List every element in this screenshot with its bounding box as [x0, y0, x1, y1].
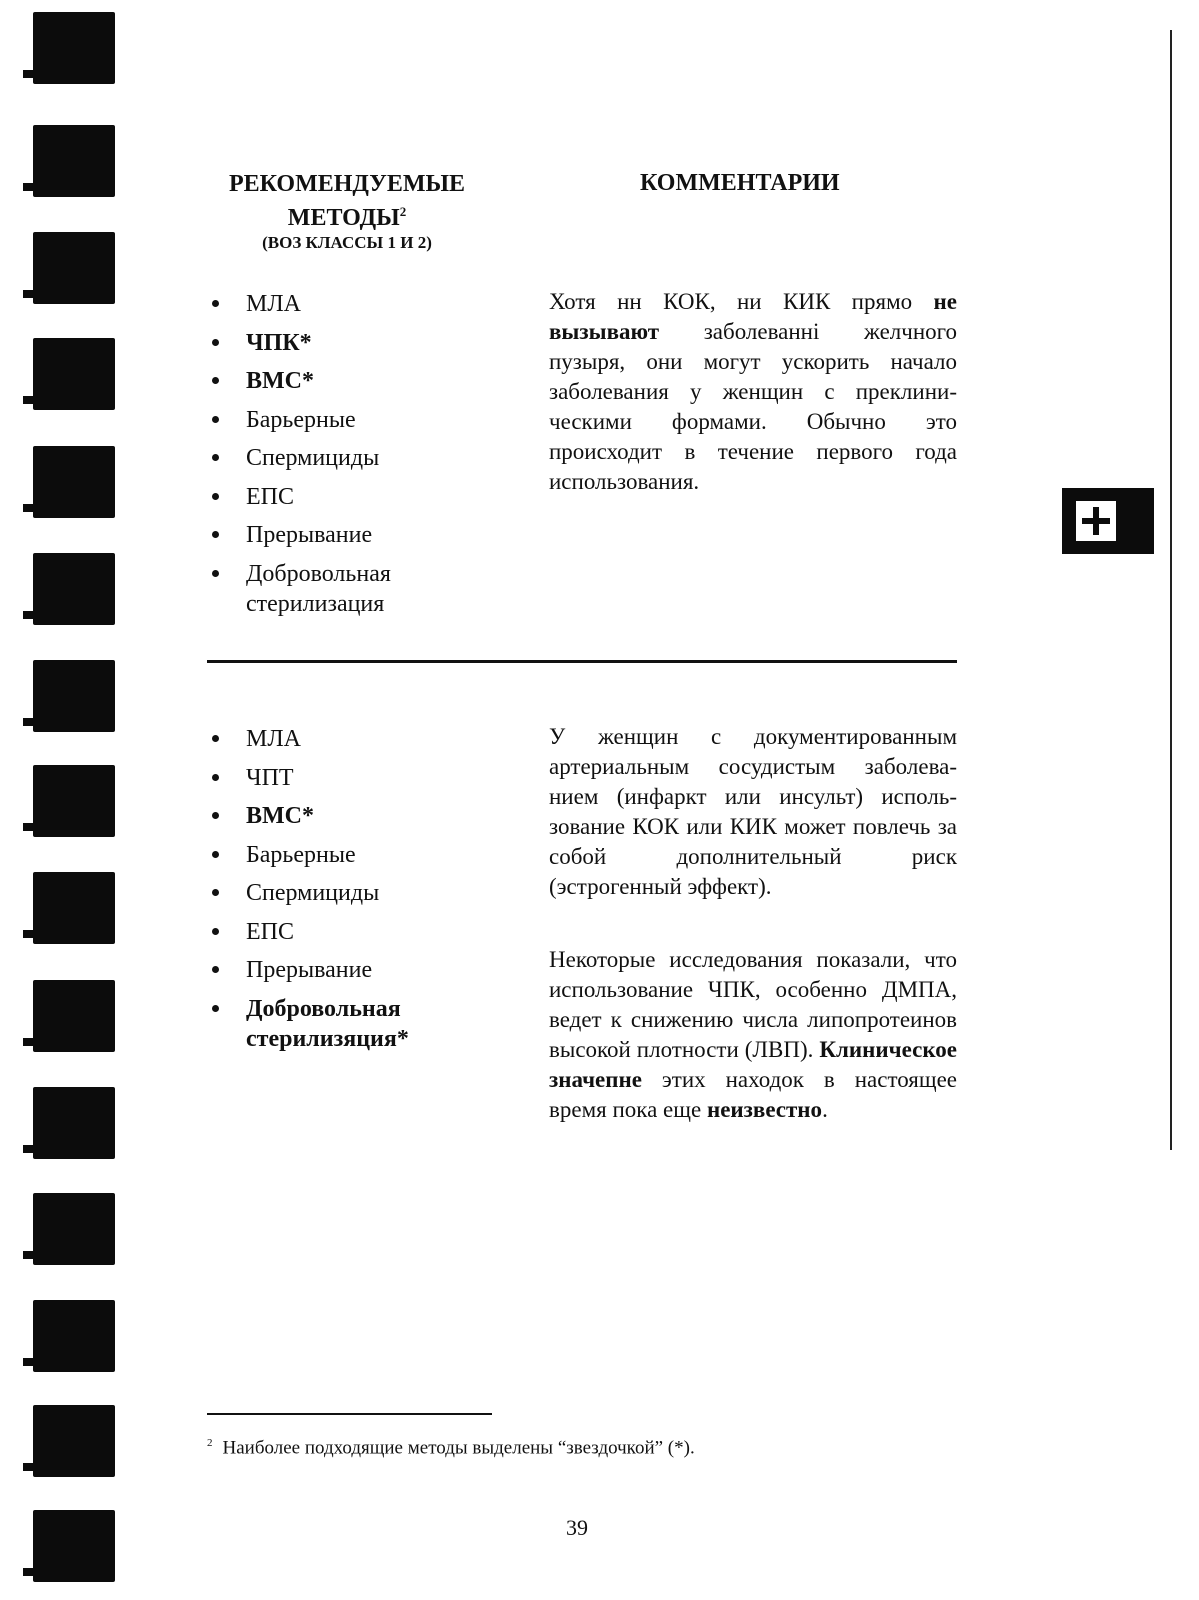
methods-heading-line1: РЕКОМЕНДУЕМЫЕ	[228, 171, 466, 197]
list-item-line: Добровольная	[246, 560, 391, 587]
comment-3	[549, 945, 957, 1125]
comment-text: заболеванні желчного пузыря, они могут ускорить начало заболевания у женщин с преклини-ческими формами. Обычно это происходит в течение первого года использования.	[549, 319, 957, 494]
list-item: МЛА	[212, 285, 512, 324]
list-item: Барьерные	[212, 836, 512, 875]
binding-ring	[33, 446, 115, 518]
binding-ring	[33, 232, 115, 304]
binding-ring	[33, 1300, 115, 1372]
page-edge-line	[1170, 30, 1172, 1150]
binding-ring	[33, 338, 115, 410]
list-item	[212, 555, 512, 620]
binding-ring	[33, 1510, 115, 1582]
binding-ring	[33, 1087, 115, 1159]
binding-ring	[33, 1405, 115, 1477]
comments-heading: КОММЕНТАРИИ	[640, 170, 840, 196]
binding-ring	[33, 660, 115, 732]
comment-text: .	[822, 1097, 828, 1122]
side-tab	[1062, 488, 1154, 554]
comment-2: У женщин с документированным артериальным сосудистым заболева-нием (инфаркт или инсульт) исполь-зование КОК или КИК может повлечь за собой дополнительный риск (эстрогенный эффект).	[549, 724, 957, 899]
binding-ring	[33, 125, 115, 197]
comment-emphasis: Клиническое значепне	[549, 1037, 957, 1092]
list-item: Прерывание	[212, 951, 512, 990]
footnote-ref: 2	[399, 204, 407, 219]
binding-ring	[33, 765, 115, 837]
binding-ring	[33, 980, 115, 1052]
list-item: ЕПС	[212, 913, 512, 952]
comment-emphasis: не вызывают	[549, 289, 957, 344]
footnote	[207, 1437, 695, 1459]
page-number: 39	[566, 1515, 588, 1540]
methods-heading	[212, 170, 482, 254]
list-item: Спермициды	[212, 874, 512, 913]
binding-ring	[33, 1193, 115, 1265]
list-item: ЧПТ	[212, 759, 512, 798]
list-item-line: Добровольная	[246, 995, 401, 1022]
list-item	[212, 990, 512, 1055]
binding-ring	[33, 12, 115, 84]
footnote-rule	[207, 1413, 492, 1415]
list-item: ЧПК*	[212, 324, 512, 363]
list-item: ВМС*	[212, 797, 512, 836]
spiral-binding	[0, 0, 130, 1600]
comment-emphasis: неизвестно	[706, 1097, 823, 1122]
binding-ring	[33, 553, 115, 625]
comment-1	[549, 287, 957, 497]
comment-text: этих находок в настоящее время пока еще	[549, 1067, 957, 1122]
methods-subheading: (ВОЗ КЛАССЫ 1 И 2)	[262, 233, 432, 252]
list-item-line: стерилизация	[246, 591, 385, 617]
methods-heading-line2: МЕТОДЫ	[287, 205, 400, 231]
binding-ring	[33, 872, 115, 944]
list-item-line: стерилизяция*	[246, 1026, 409, 1052]
section-divider	[207, 660, 957, 663]
list-item: Барьерные	[212, 401, 512, 440]
plus-icon	[1076, 501, 1116, 541]
footnote-marker: 2	[207, 1437, 213, 1449]
footnote-text: Наиболее подходящие методы выделены “звездочкой” (*).	[222, 1437, 695, 1459]
methods-list-2	[212, 720, 512, 1054]
methods-list-1	[212, 285, 512, 619]
list-item: Спермициды	[212, 439, 512, 478]
comment-text: Хотя нн КОК, ни КИК прямо	[549, 289, 934, 314]
list-item: ЕПС	[212, 478, 512, 517]
list-item: ВМС*	[212, 362, 512, 401]
list-item: МЛА	[212, 720, 512, 759]
list-item: Прерывание	[212, 516, 512, 555]
comment-text: Некоторые исследования показали, что использование ЧПК, особенно ДМПА, ведет к снижению числа липопротеинов высокой плотности (ЛВП).	[549, 947, 957, 1062]
